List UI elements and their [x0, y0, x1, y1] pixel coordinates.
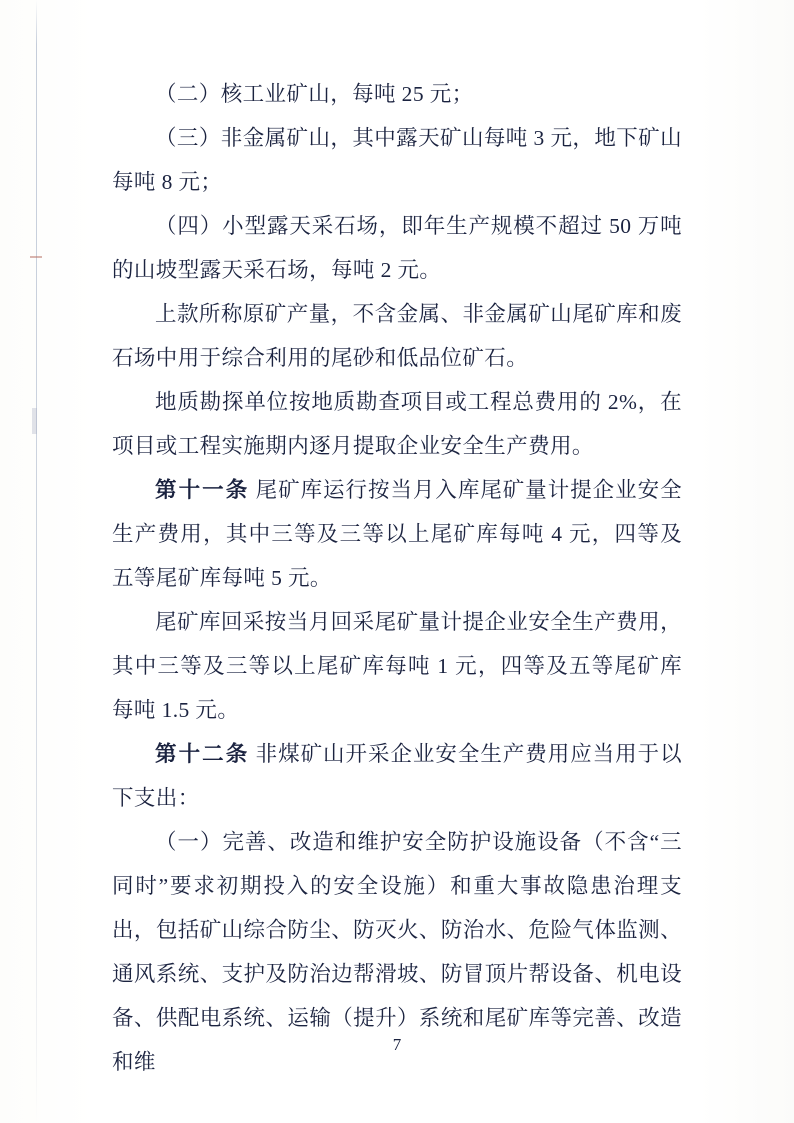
scan-artifact-mark-red	[30, 256, 42, 258]
paragraph-article-12-item-1: （一）完善、改造和维护安全防护设施设备（不含“三同时”要求初期投入的安全设施）和重大事故隐患治理支出，包括矿山综合防尘、防灭火、防治水、危险气体监测、通风系统、支护及防治边帮滑坡、防冒顶片帮设备、机电设备、供配电系统、运输（提升）系统和尾矿库等完善、改造和维	[112, 830, 682, 1074]
paragraph-note-raw-ore-output: 上款所称原矿产量，不含金属、非金属矿山尾矿库和废石场中用于综合利用的尾砂和低品位矿石。	[112, 302, 682, 370]
article-text-12: 非煤矿山开采企业安全生产费用应当用于以下支出：	[112, 742, 682, 810]
page-number: 7	[392, 1035, 402, 1054]
article-label-11: 第十一条	[155, 478, 250, 502]
article-label-12: 第十二条	[155, 742, 250, 766]
paragraph-note-geological-survey: 地质勘探单位按地质勘查项目或工程总费用的 2%，在项目或工程实施期内逐月提取企业安全生产费用。	[112, 390, 682, 458]
paragraph-article-11-para-2: 尾矿库回采按当月回采尾矿量计提企业安全生产费用，其中三等及三等以上尾矿库每吨 1 元，四等及五等尾矿库每吨 1.5 元。	[112, 610, 682, 722]
paragraph-article-11	[112, 468, 682, 600]
paragraph-article-12	[112, 732, 682, 820]
paragraph-item-3-nonmetal: （三）非金属矿山，其中露天矿山每吨 3 元，地下矿山每吨 8 元；	[112, 126, 682, 194]
article-text-11: 尾矿库运行按当月入库尾矿量计提企业安全生产费用，其中三等及三等以上尾矿库每吨 4 元，四等及五等尾矿库每吨 5 元。	[112, 478, 682, 590]
document-body	[112, 72, 682, 1084]
paragraph-item-4-small-quarry: （四）小型露天采石场，即年生产规模不超过 50 万吨的山坡型露天采石场，每吨 2 元。	[112, 214, 682, 282]
scan-artifact-mark-gray	[32, 408, 37, 434]
scan-artifact-line	[36, 0, 37, 1123]
paragraph-item-2-nuclear: （二）核工业矿山，每吨 25 元；	[155, 82, 474, 106]
